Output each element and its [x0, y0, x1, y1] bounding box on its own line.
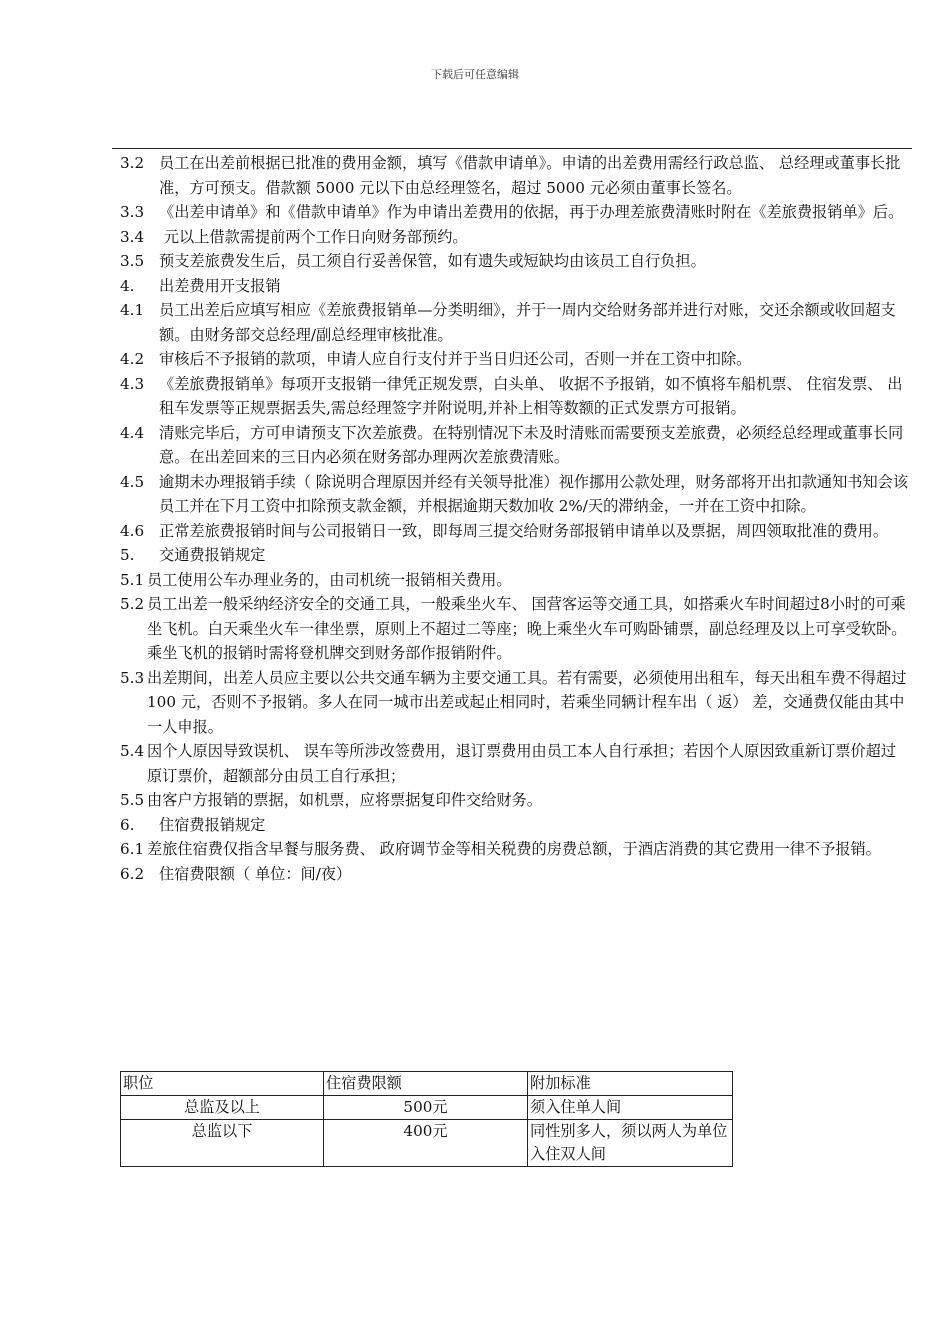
clause-text: 元以上借款需提前两个工作日向财务部预约。	[159, 227, 468, 246]
clause-number: 4.1	[120, 301, 145, 319]
clause-number: 4.6	[120, 521, 145, 540]
clause-number: 6.2	[120, 864, 145, 883]
clause-text: 交通费报销规定	[159, 546, 266, 564]
clause-number: 3.2	[120, 154, 145, 172]
clause-paragraph	[120, 739, 910, 788]
clause-paragraph	[120, 298, 910, 347]
clause-paragraph	[120, 837, 910, 862]
clause-text: 清账完毕后，方可申请预支下次差旅费。在特别情况下未及时清账而需要预支差旅费，必须经总经理或董事长同意。在出差回来的三日内必须在财务部办理两次差旅费清账。	[159, 423, 904, 466]
clause-paragraph	[120, 372, 910, 421]
table-cell: 须入住单人间	[528, 1096, 733, 1120]
clause-paragraph	[120, 666, 910, 740]
clause-number: 4.3	[120, 374, 145, 393]
clause-paragraph	[120, 788, 910, 813]
clause-number: 6.	[120, 815, 135, 834]
clause-paragraph	[120, 813, 910, 838]
clause-text: 住宿费报销规定	[159, 815, 266, 834]
clause-text: 差旅住宿费仅指含早餐与服务费、 政府调节金等相关税费的房费总额，于酒店消费的其它费用一律不予报销。	[147, 840, 881, 858]
table-header-cell: 住宿费限额	[324, 1072, 528, 1096]
clause-text: 员工使用公车办理业务的，由司机统一报销相关费用。	[147, 570, 512, 589]
clause-paragraph	[120, 470, 910, 519]
clause-paragraph	[120, 592, 910, 666]
clause-paragraph	[120, 225, 910, 250]
clause-number: 4.2	[120, 350, 145, 368]
clause-text: 预支差旅费发生后，员工须自行妥善保管，如有遗失或短缺均由该员工自行负担。	[159, 252, 706, 270]
clause-number: 3.3	[120, 203, 145, 221]
clause-paragraph	[120, 151, 910, 200]
clause-text: 住宿费限额（ 单位：间/夜）	[159, 864, 352, 883]
clause-paragraph	[120, 862, 910, 887]
clause-text: 出差费用开支报销	[159, 276, 281, 295]
lodging-limit-table	[120, 1071, 733, 1167]
table-row	[121, 1120, 733, 1167]
clause-paragraph	[120, 421, 910, 470]
clause-text: 逾期未办理报销手续（ 除说明合理原因并经有关领导批准）视作挪用公款处理，财务部将开出扣款通知书知会该员工并在下月工资中扣除预支款金额，并根据逾期天数加收 2%/天的滞纳金，一并在工资中扣除。	[159, 472, 909, 515]
clause-number: 4.4	[120, 423, 145, 442]
table-header-cell: 附加标准	[528, 1072, 733, 1096]
table-header-cell: 职位	[121, 1072, 324, 1096]
clause-number: 3.4	[120, 227, 145, 246]
clause-text: 员工在出差前根据已批准的费用金额，填写《借款申请单》。申请的出差费用需经行政总监、 总经理或董事长批准，方可预支。借款额 5000 元以下由总经理签名，超过 5000 元必须由董事长签名。	[159, 154, 901, 197]
table-header-row	[121, 1072, 733, 1096]
clause-number: 5.4	[120, 742, 145, 760]
clause-paragraph	[120, 519, 910, 544]
table-cell: 总监及以上	[121, 1096, 324, 1120]
clause-text: 由客户方报销的票据，如机票，应将票据复印件交给财务。	[147, 791, 542, 809]
clause-text: 《出差申请单》和《借款申请单》作为申请出差费用的依据，再于办理差旅费清账时附在《差旅费报销单》后。	[159, 203, 904, 221]
clause-number: 5.2	[120, 595, 145, 613]
clause-number: 4.	[120, 276, 135, 295]
clause-text: 《差旅费报销单》每项开支报销一律凭正规发票，白头单、 收据不予报销，如不慎将车船机票、 住宿发票、 出租车发票等正规票据丢失,需总经理签字并附说明,并补上相等数额的正式发票方可报销。	[159, 374, 903, 417]
clause-number: 5.5	[120, 791, 145, 809]
clause-number: 5.3	[120, 668, 145, 687]
clause-text: 出差期间，出差人员应主要以公共交通车辆为主要交通工具。若有需要，必须使用出租车，每天出租车费不得超过 100 元，否则不予报销。多人在同一城市出差或起止相同时，若乘坐同辆计程车出（ 返） 差，交通费仅能由其中一人申报。	[147, 668, 907, 736]
clause-paragraph	[120, 347, 910, 372]
document-body	[120, 151, 910, 886]
clause-number: 4.5	[120, 472, 145, 491]
table-cell: 400元	[324, 1120, 528, 1167]
clause-paragraph	[120, 200, 910, 225]
table-cell: 总监以下	[121, 1120, 324, 1167]
clause-text: 审核后不予报销的款项，申请人应自行支付并于当日归还公司，否则一并在工资中扣除。	[159, 350, 752, 368]
clause-number: 6.1	[120, 840, 145, 858]
clause-paragraph	[120, 249, 910, 274]
table-cell: 500元	[324, 1096, 528, 1120]
clause-text: 因个人原因导致误机、 误车等所涉改签费用，退订票费用由员工本人自行承担；若因个人原因致重新订票价超过原订票价，超额部分由员工自行承担；	[147, 742, 897, 785]
clause-text: 员工出差后应填写相应《差旅费报销单—分类明细》，并于一周内交给财务部并进行对账，交还余额或收回超支额。由财务部交总经理/副总经理审核批准。	[159, 301, 896, 344]
page-header: 下载后可任意编辑	[431, 68, 519, 81]
table-row	[121, 1096, 733, 1120]
clause-text: 员工出差一般采纳经济安全的交通工具，一般乘坐火车、 国营客运等交通工具，如搭乘火车时间超过8小时的可乘坐飞机。白天乘坐火车一律坐票，原则上不超过二等座；晚上乘坐火车可购卧铺票，副总经理及以上可享受软卧。乘坐飞机的报销时需将登机牌交到财务部作报销附件。	[147, 595, 907, 662]
header-divider	[112, 148, 912, 149]
clause-number: 5.1	[120, 570, 145, 589]
clause-number: 5.	[120, 546, 135, 564]
clause-number: 3.5	[120, 252, 145, 270]
clause-text: 正常差旅费报销时间与公司报销日一致，即每周三提交给财务部报销申请单以及票据，周四领取批准的费用。	[159, 521, 888, 540]
table-cell: 同性别多人，须以两人为单位入住双人间	[528, 1120, 733, 1167]
clause-paragraph	[120, 543, 910, 568]
clause-paragraph	[120, 568, 910, 593]
clause-paragraph	[120, 274, 910, 299]
